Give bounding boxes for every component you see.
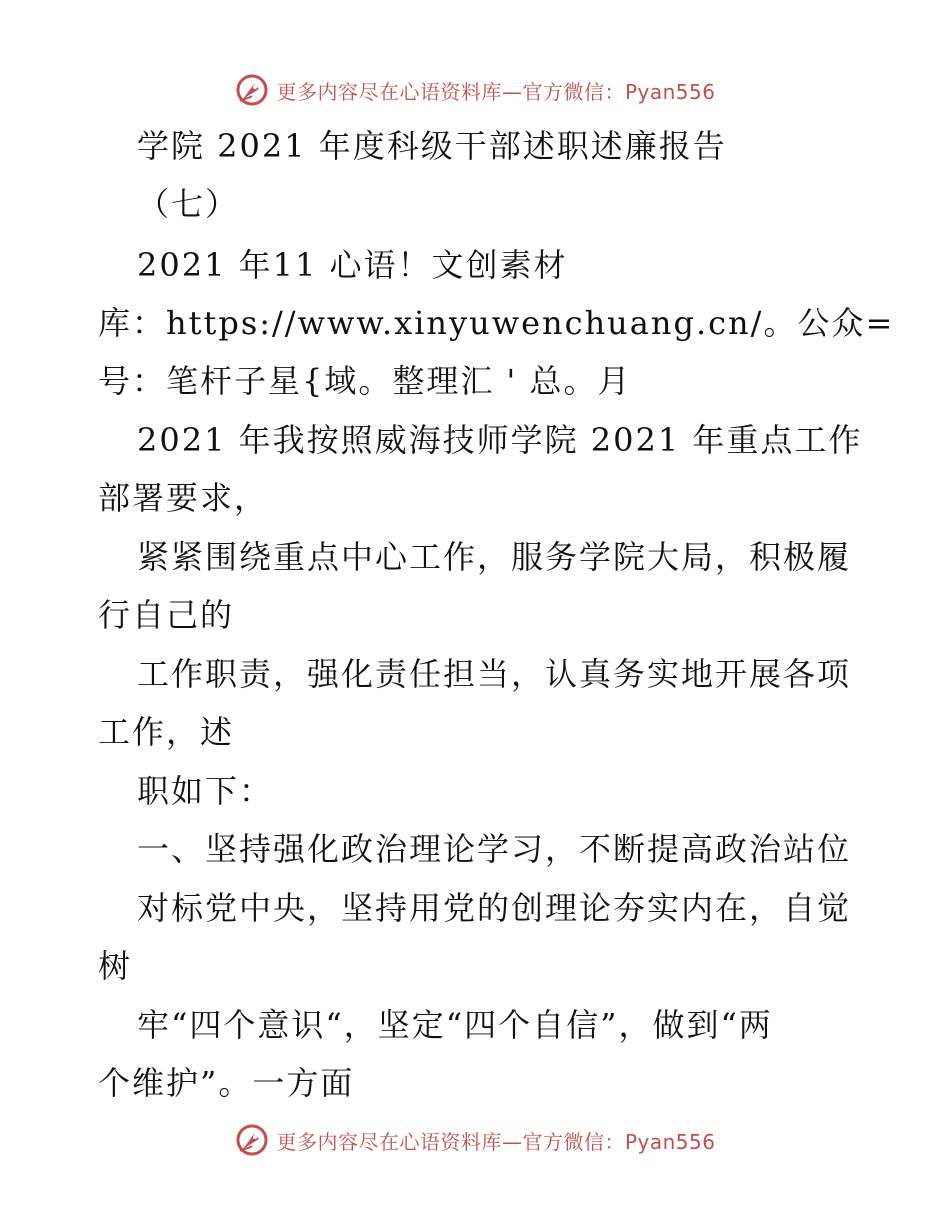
paragraph-line: 牢“四个意识“，坚定“四个自信”，做到“两 [137, 1006, 773, 1044]
paragraph-line: 工作职责，强化责任担当，认真务实地开展各项 [137, 655, 852, 693]
paragraph-line: 号：笔杆子星{域。整理汇 ' 总。月 [98, 362, 632, 400]
paragraph-line: 树 [98, 947, 133, 985]
document-title: 学院 2021 年度科级干部述职述廉报告 [137, 127, 727, 165]
watermark-text: 更多内容尽在心语资料库—官方微信：Pyan556 [276, 79, 716, 104]
paragraph-line: 库：https://www.xinyuwenchuang.cn/。公众= [98, 304, 895, 342]
paragraph-line: 工作，述 [98, 713, 235, 751]
paragraph-line: 个维护”。一方面 [98, 1064, 355, 1102]
pen-nib-circle-icon [234, 1122, 270, 1158]
paragraph-line: 行自己的 [98, 596, 235, 634]
document-subtitle: （七） [137, 185, 240, 223]
footer-watermark [0, 1118, 950, 1162]
paragraph-line: 部署要求， [98, 479, 269, 517]
paragraph-line: 职如下： [137, 772, 274, 810]
watermark-text: 更多内容尽在心语资料库—官方微信：Pyan556 [276, 1129, 716, 1154]
paragraph-line: 紧紧围绕重点中心工作，服务学院大局，积极履 [137, 538, 852, 576]
section-heading: 一、坚持强化政治理论学习，不断提高政治站位 [137, 830, 852, 868]
paragraph-line: 对标党中央，坚持用党的创理论夯实内在，自觉 [137, 889, 852, 927]
paragraph-line: 2021 年我按照威海技师学院 2021 年重点工作 [137, 421, 863, 459]
paragraph-line: 2021 年11 心语！文创素材 [137, 246, 568, 284]
